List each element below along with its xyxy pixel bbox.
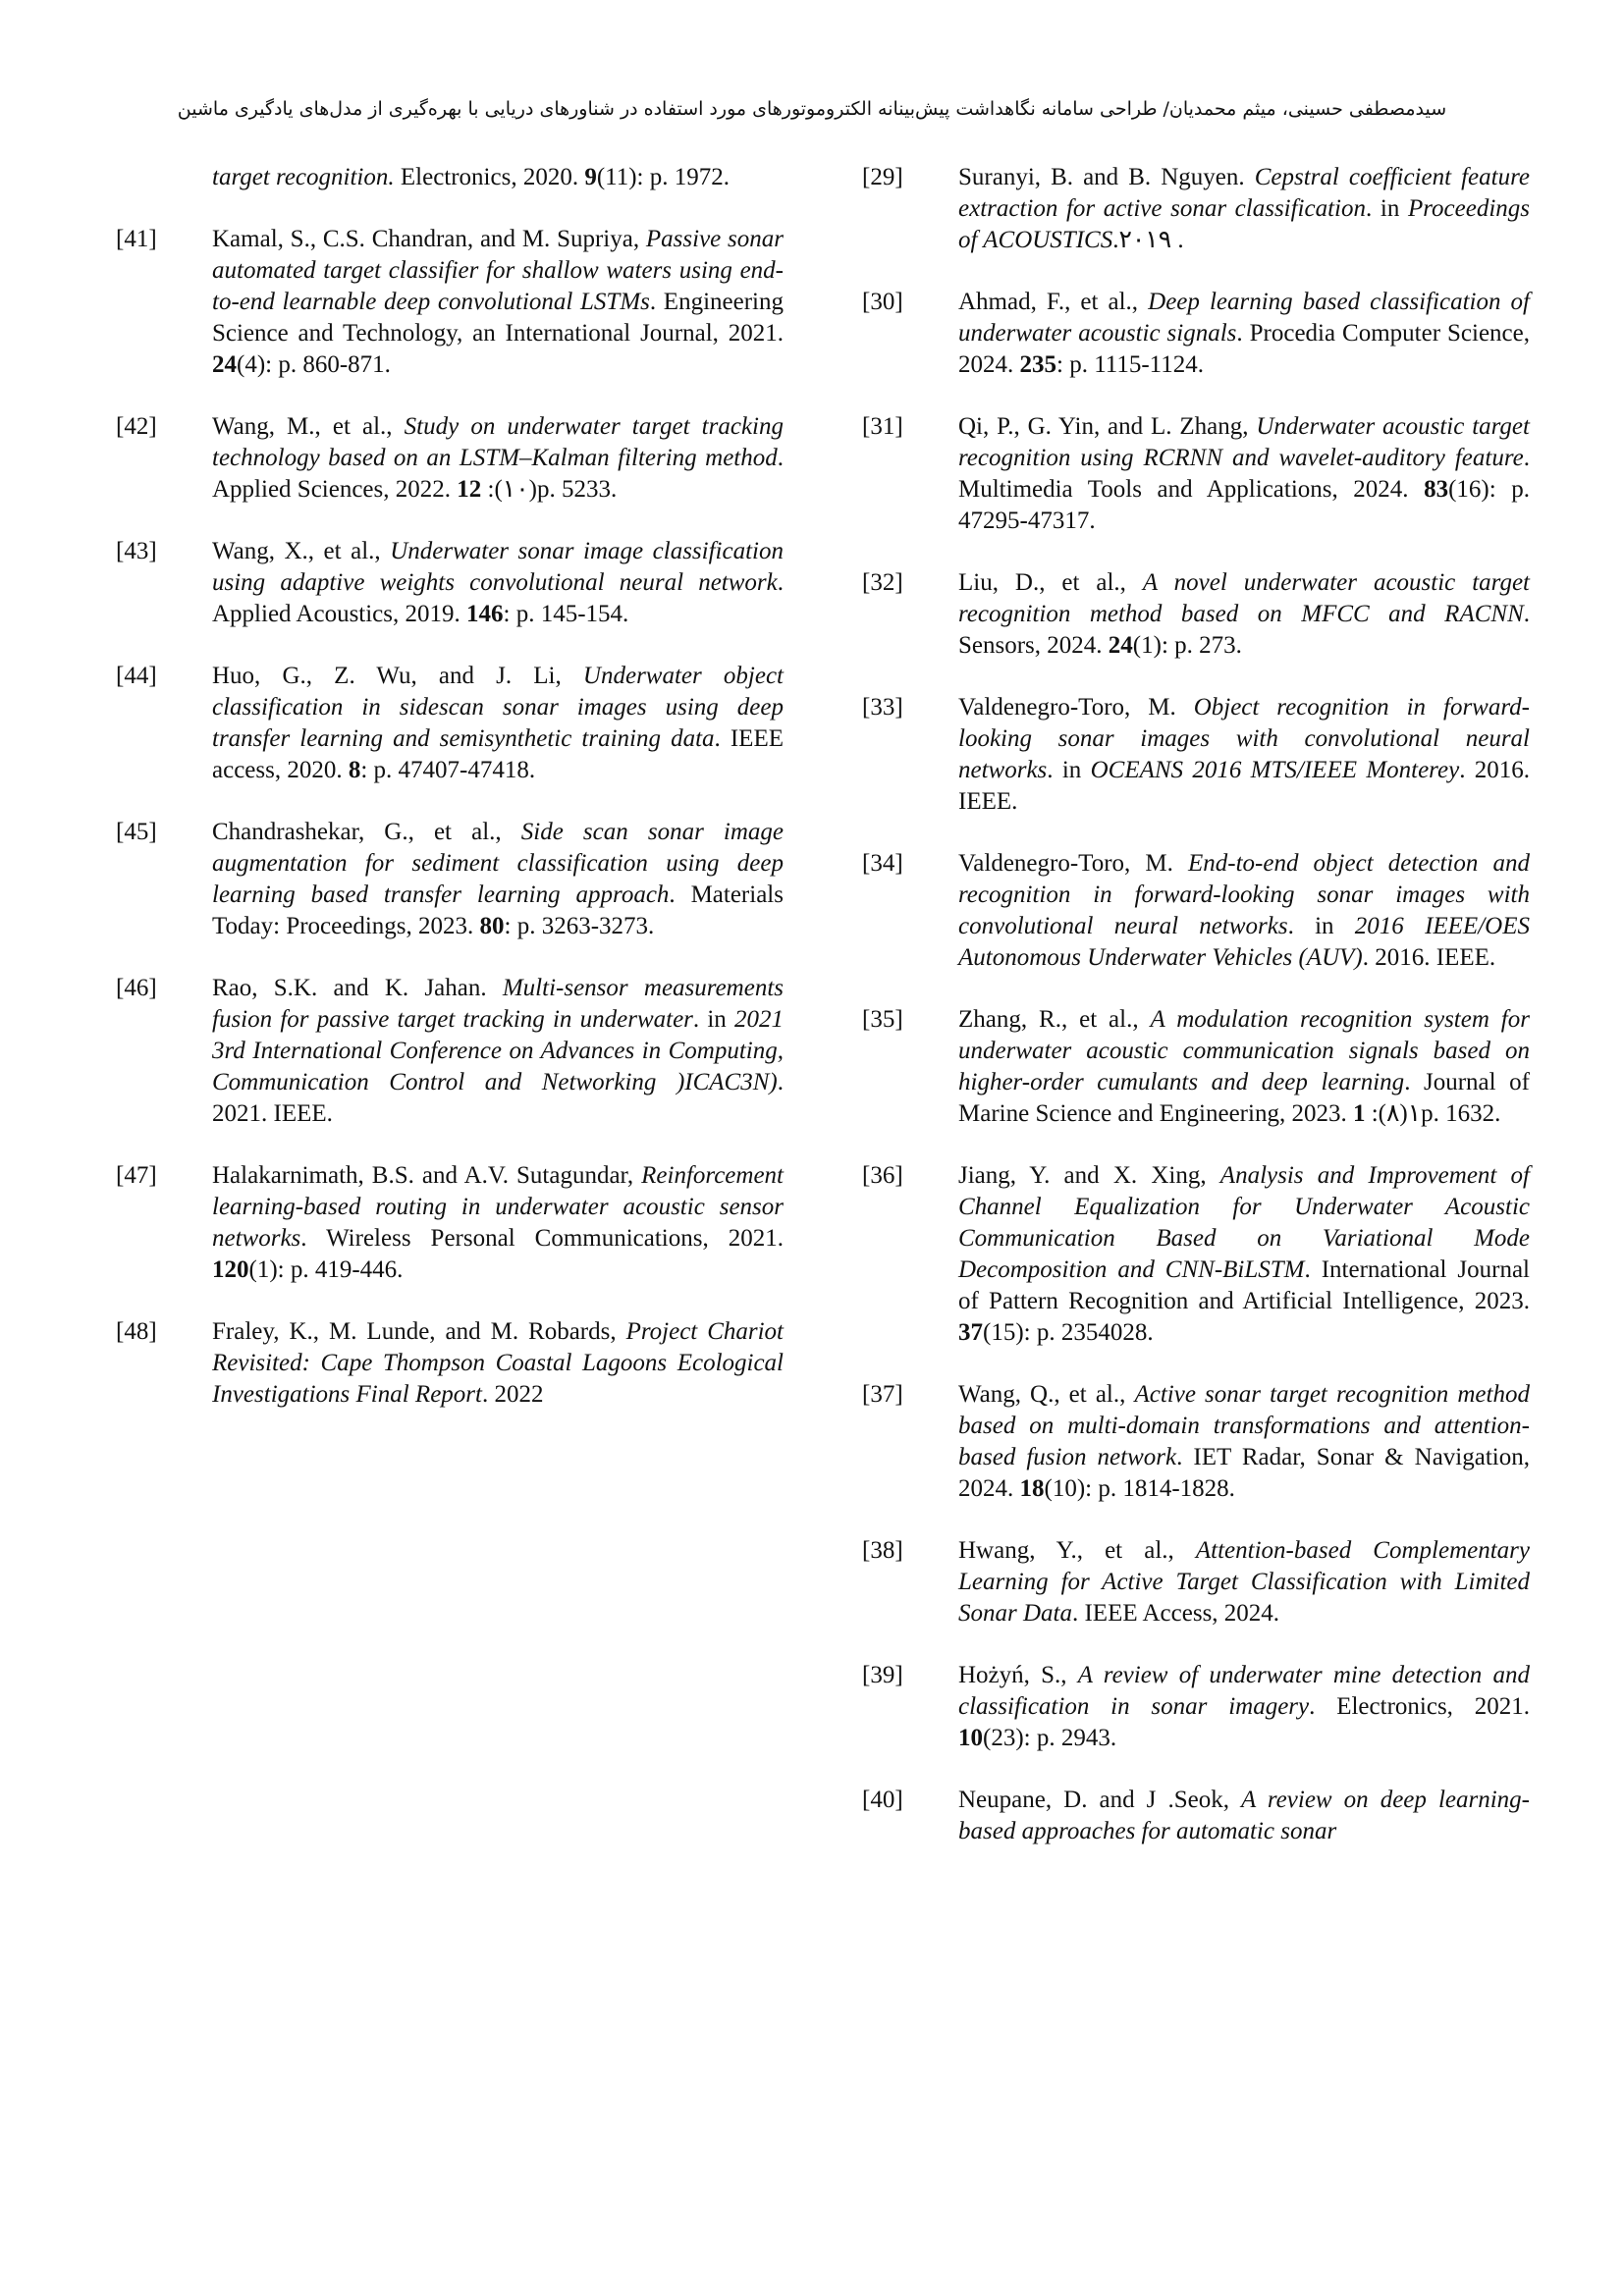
reference-authors: Valdenegro-Toro, M.	[958, 694, 1194, 721]
reference-body	[958, 1535, 1530, 1629]
reference-entry	[862, 1660, 1530, 1754]
reference-body	[958, 848, 1530, 974]
reference-venue: . Wireless Personal Communications, 2021.	[300, 1225, 784, 1252]
reference-entry	[116, 411, 784, 506]
reference-pages: . 2016. IEEE.	[958, 757, 1531, 815]
reference-volume: 8	[348, 757, 361, 783]
reference-pages: : p. 47407-47418.	[360, 757, 536, 783]
reference-body	[958, 692, 1530, 818]
reference-body	[212, 536, 784, 630]
reference-volume: 80	[479, 913, 505, 939]
reference-entry	[116, 817, 784, 942]
reference-number: [39]	[862, 1662, 903, 1688]
reference-title: Side scan sonar image augmentation for sediment classification using deep learning based transfer learning approach	[212, 819, 785, 908]
reference-entry	[862, 411, 1530, 537]
reference-body	[212, 973, 784, 1130]
reference-volume: 12	[457, 476, 482, 503]
reference-pages: :(۸)۱p. 1632.	[1365, 1100, 1501, 1127]
reference-body	[958, 411, 1530, 537]
reference-entry	[116, 973, 784, 1130]
reference-title: Underwater object classification in sidescan sonar images using deep transfer learning and semisynthetic training data	[212, 663, 784, 752]
reference-pages: (15): p. 2354028.	[983, 1319, 1154, 1346]
reference-pages: (4): p. 860-871.	[237, 351, 391, 378]
reference-body	[958, 567, 1530, 662]
reference-number: [36]	[862, 1162, 903, 1189]
reference-entry	[862, 1535, 1530, 1629]
reference-volume: 18	[1019, 1475, 1045, 1502]
reference-title: End-to-end object detection and recognition in forward-looking sonar images with convolutional neural networks	[958, 850, 1530, 939]
reference-volume: 24	[212, 351, 237, 378]
reference-venue: . Applied Sciences, 2022.	[212, 445, 784, 503]
reference-entry	[862, 692, 1530, 818]
reference-entry	[862, 287, 1530, 381]
reference-entry	[116, 536, 784, 630]
reference-number: [41]	[116, 226, 157, 252]
reference-authors: Fraley, K., M. Lunde, and M. Robards,	[212, 1318, 626, 1345]
reference-pages: (10): p. 1814-1828.	[1044, 1475, 1235, 1502]
reference-venue: . International Journal of Pattern Recognition and Artificial Intelligence, 2023.	[958, 1256, 1530, 1314]
reference-authors: Rao, S.K. and K. Jahan.	[212, 975, 503, 1001]
reference-entry	[862, 1785, 1530, 1847]
reference-number: [34]	[862, 850, 903, 877]
reference-number: [44]	[116, 663, 157, 689]
reference-volume: 1	[1352, 1100, 1366, 1127]
reference-authors: Kamal, S., C.S. Chandran, and M. Supriya,	[212, 226, 646, 252]
reference-entry	[116, 1316, 784, 1411]
reference-entry	[862, 1379, 1530, 1505]
reference-number: [29]	[862, 164, 903, 190]
reference-authors: Huo, G., Z. Wu, and J. Li,	[212, 663, 583, 689]
reference-authors: Zhang, R., et al.,	[958, 1006, 1151, 1033]
reference-title: Deep learning based classification of underwater acoustic signals	[958, 289, 1530, 347]
reference-authors: Chandrashekar, G., et al.,	[212, 819, 521, 845]
reference-title: A novel underwater acoustic target recognition method based on MFCC and RACNN	[958, 569, 1530, 627]
reference-title: Cepstral coefficient feature extraction for active sonar classification	[958, 164, 1530, 222]
reference-pages: (23): p. 2943.	[983, 1725, 1117, 1751]
reference-number: [47]	[116, 1162, 157, 1189]
reference-authors: Jiang, Y. and X. Xing,	[958, 1162, 1220, 1189]
reference-authors: Suranyi, B. and B. Nguyen.	[958, 164, 1255, 190]
reference-title: Study on underwater target tracking technology based on an LSTM–Kalman filtering method	[212, 413, 784, 471]
reference-body	[958, 1004, 1530, 1130]
reference-body	[958, 1379, 1530, 1505]
reference-number: [40]	[862, 1787, 903, 1813]
reference-venue: . Procedia Computer Science, 2024.	[958, 320, 1531, 378]
reference-body	[958, 287, 1530, 381]
reference-venue: Electronics, 2020.	[394, 164, 585, 190]
reference-number: [32]	[862, 569, 903, 596]
reference-title: Active sonar target recognition method based on multi-domain transformations and attention-based fusion network	[958, 1381, 1530, 1470]
reference-authors: Hożyń, S.,	[958, 1662, 1078, 1688]
reference-pages: (1): p. 419-446.	[248, 1256, 404, 1283]
reference-entry	[862, 567, 1530, 662]
reference-venue-italic: 2021 3rd International Conference on Advances in Computing, Communication Control and Networking )ICAC3N)	[212, 1006, 784, 1095]
reference-number: [43]	[116, 538, 157, 564]
references-right-column	[862, 162, 1530, 1878]
reference-pages: . 2016. IEEE.	[1362, 944, 1496, 971]
reference-authors: Neupane, D. and J .Seok,	[958, 1787, 1241, 1813]
reference-venue: . Journal of Marine Science and Engineering, 2023.	[958, 1069, 1530, 1127]
reference-venue: . IEEE Access, 2024.	[1071, 1600, 1280, 1627]
reference-pages: (11): p. 1972.	[596, 164, 730, 190]
reference-authors: Hwang, Y., et al.,	[958, 1537, 1196, 1564]
reference-body	[212, 1316, 784, 1411]
reference-venue-italic: Proceedings of ACOUSTICS	[958, 195, 1530, 253]
reference-title: Project Chariot Revisited: Cape Thompson Coastal Lagoons Ecological Investigations Final Report	[212, 1318, 784, 1408]
reference-venue: . Electronics, 2021.	[1309, 1693, 1530, 1720]
reference-number: [30]	[862, 289, 903, 315]
reference-volume: 10	[958, 1725, 983, 1751]
reference-venue: . 2022	[481, 1381, 544, 1408]
reference-title: A review on deep learning-based approaches for automatic sonar	[958, 1787, 1530, 1844]
reference-body	[958, 1660, 1530, 1754]
reference-title: A modulation recognition system for underwater acoustic communication signals based on higher-order cumulants and deep learning	[958, 1006, 1530, 1095]
reference-pages: . 2021. IEEE.	[212, 1069, 784, 1127]
reference-number: [33]	[862, 694, 903, 721]
reference-venue: . in	[1366, 195, 1408, 222]
reference-volume: 235	[1019, 351, 1056, 378]
reference-authors: Wang, M., et al.,	[212, 413, 405, 440]
reference-venue: . in	[692, 1006, 734, 1033]
reference-pages: :(۱۰)p. 5233.	[481, 476, 618, 503]
reference-number: [45]	[116, 819, 157, 845]
reference-entry	[116, 224, 784, 381]
reference-body	[212, 224, 784, 381]
reference-volume: 120	[212, 1256, 249, 1283]
reference-volume: 37	[958, 1319, 983, 1346]
reference-pages: : p. 1115-1124.	[1056, 351, 1204, 378]
reference-title: Multi-sensor measurements fusion for passive target tracking in underwater	[212, 975, 784, 1033]
reference-number: [35]	[862, 1006, 903, 1033]
reference-entry	[862, 1160, 1530, 1349]
reference-entry	[862, 1004, 1530, 1130]
reference-authors: Valdenegro-Toro, M.	[958, 850, 1188, 877]
reference-volume: 9	[584, 164, 597, 190]
reference-number: [42]	[116, 413, 157, 440]
reference-title: Underwater sonar image classification using adaptive weights convolutional neural network	[212, 538, 784, 596]
reference-pages: .۲۰۱۹ .	[1112, 227, 1184, 253]
reference-volume: 146	[466, 601, 504, 627]
reference-pages: (1): p. 273.	[1132, 632, 1242, 659]
reference-venue: . Multimedia Tools and Applications, 2024.	[958, 445, 1530, 503]
reference-venue: . IET Radar, Sonar & Navigation, 2024.	[958, 1444, 1530, 1502]
reference-authors: Ahmad, F., et al.,	[958, 289, 1149, 315]
reference-title: Attention-based Complementary Learning for Active Target Classification with Limited Sonar Data	[958, 1537, 1530, 1627]
reference-body	[212, 1160, 784, 1286]
reference-number: [38]	[862, 1537, 903, 1564]
reference-entry	[862, 848, 1530, 974]
reference-venue: . in	[1047, 757, 1091, 783]
reference-authors: Qi, P., G. Yin, and L. Zhang,	[958, 413, 1257, 440]
reference-body	[212, 817, 784, 942]
reference-pages: : p. 3263-3273.	[504, 913, 655, 939]
reference-title: A review of underwater mine detection and classification in sonar imagery	[958, 1662, 1530, 1720]
reference-volume: 83	[1424, 476, 1449, 503]
reference-continuation	[212, 162, 784, 193]
reference-body	[212, 411, 784, 506]
reference-venue-italic: 2016 IEEE/OES Autonomous Underwater Vehicles (AUV)	[958, 913, 1530, 971]
reference-title: Analysis and Improvement of Channel Equalization for Underwater Acoustic Communication Based on Variational Mode Decomposition and CNN-BiLSTM	[958, 1162, 1531, 1283]
reference-number: [48]	[116, 1318, 157, 1345]
reference-venue: . Sensors, 2024.	[958, 601, 1530, 659]
reference-authors: Halakarnimath, B.S. and A.V. Sutagundar,	[212, 1162, 642, 1189]
reference-body	[958, 1785, 1530, 1847]
references-left-column	[116, 162, 784, 1441]
reference-title: Underwater acoustic target recognition using RCRNN and wavelet-auditory feature	[958, 413, 1530, 471]
reference-venue: . Materials Today: Proceedings, 2023.	[212, 881, 784, 939]
reference-volume: 24	[1108, 632, 1133, 659]
reference-number: [46]	[116, 975, 157, 1001]
reference-authors: Wang, Q., et al.,	[958, 1381, 1135, 1408]
reference-venue: . Engineering Science and Technology, an International Journal, 2021.	[212, 289, 784, 347]
reference-title: Object recognition in forward-looking sonar images with convolutional neural networks	[958, 694, 1530, 783]
reference-authors: Liu, D., et al.,	[958, 569, 1143, 596]
reference-title: target recognition.	[212, 164, 395, 190]
running-header: سیدمصطفی حسینی، میثم محمدیان/ طراحی سامانه نگاهداشت پیش‌بینانه الکتروموتورهای مورد استفاده در شناورهای دریایی با بهره‌گیری از مدل‌های یادگیری ماشین	[177, 98, 1447, 120]
reference-body	[958, 162, 1530, 256]
reference-entry	[862, 162, 1530, 256]
reference-title: Reinforcement learning-based routing in underwater acoustic sensor networks	[212, 1162, 784, 1252]
reference-number: [31]	[862, 413, 903, 440]
reference-title: Passive sonar automated target classifier for shallow waters using end-to-end learnable deep convolutional LSTMs	[212, 226, 784, 315]
reference-body	[212, 661, 784, 786]
reference-venue: . Applied Acoustics, 2019.	[212, 569, 784, 627]
reference-pages: (16): p. 47295-47317.	[958, 476, 1530, 534]
reference-venue-italic: OCEANS 2016 MTS/IEEE Monterey	[1090, 757, 1460, 783]
reference-entry	[116, 661, 784, 786]
reference-pages: : p. 145-154.	[503, 601, 629, 627]
reference-body	[958, 1160, 1530, 1349]
reference-entry	[116, 1160, 784, 1286]
reference-venue: . IEEE access, 2020.	[212, 725, 784, 783]
reference-authors: Wang, X., et al.,	[212, 538, 391, 564]
reference-number: [37]	[862, 1381, 903, 1408]
reference-venue: . in	[1287, 913, 1355, 939]
